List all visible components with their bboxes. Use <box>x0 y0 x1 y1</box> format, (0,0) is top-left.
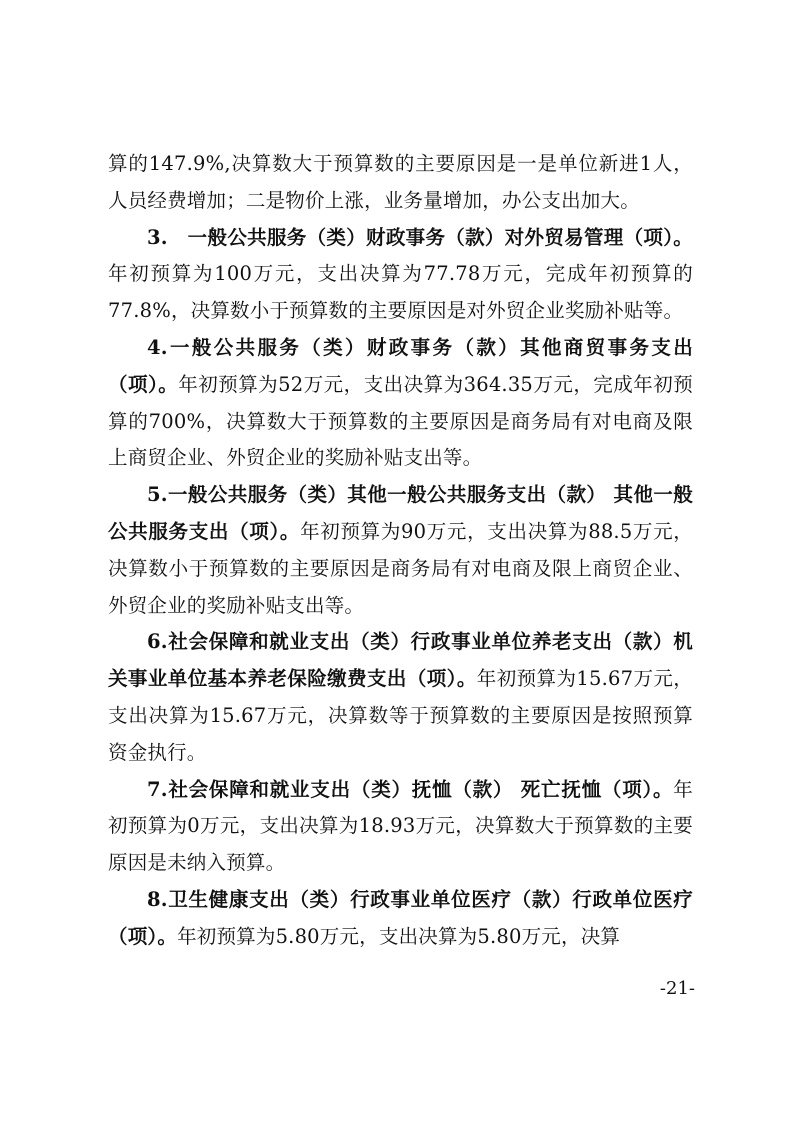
paragraph-heading: 4.一般公共服务（类）财政事务（款）其他商贸事务支出（项）。 <box>108 335 693 396</box>
paragraph-text: 年初预算为5.80万元，支出决算为5.80万元，决算 <box>177 924 621 948</box>
paragraph-item-6 <box>108 624 693 771</box>
paragraph-item-8 <box>108 882 693 956</box>
paragraph-heading: 7.社会保障和就业支出（类）抚恤（款） 死亡抚恤（项）。 <box>147 777 674 801</box>
paragraph-heading: 8.卫生健康支出（类）行政事业单位医疗（款）行政单位医疗（项）。 <box>108 887 693 948</box>
paragraph-item-5 <box>108 477 693 624</box>
paragraph-text: 年初预算为90万元，支出决算为88.5万元，决算数小于预算数的主要原因是商务局有对电商及限上商贸企业、外贸企业的奖励补贴支出等。 <box>108 519 693 617</box>
paragraph-item-4 <box>108 330 693 477</box>
paragraph-heading: 6.社会保障和就业支出（类）行政事业单位养老支出（款）机关事业单位基本养老保险缴费支出（项）。 <box>108 630 693 691</box>
paragraph-text: 算的147.9%,决算数大于预算数的主要原因是一是单位新进1人，人员经费增加；二是物价上涨，业务量增加，办公支出加大。 <box>108 152 693 212</box>
paragraph-item-7 <box>108 772 693 882</box>
paragraph-text: 年初预算为15.67万元，支出决算为15.67万元，决算数等于预算数的主要原因是按照预算资金执行。 <box>108 667 693 764</box>
document-body <box>108 146 693 956</box>
paragraph-text: 年初预算为52万元，支出决算为364.35万元，完成年初预算的700%，决算数大于预算数的主要原因是商务局有对电商及限上商贸企业、外贸企业的奖励补贴支出等。 <box>108 372 693 470</box>
paragraph-continuation <box>108 146 693 220</box>
page-number: -21- <box>659 978 695 999</box>
paragraph-item-3 <box>108 220 693 330</box>
paragraph-heading: 5.一般公共服务（类）其他一般公共服务支出（款） 其他一般公共服务支出（项）。 <box>108 483 693 543</box>
paragraph-text: 年初预算为100万元，支出决算为77.78万元，完成年初预算的77.8%，决算数小于预算数的主要原因是对外贸企业奖励补贴等。 <box>108 262 693 323</box>
paragraph-heading: 3. 一般公共服务（类）财政事务（款）对外贸易管理（项）。 <box>147 225 693 249</box>
paragraph-text: 年初预算为0万元，支出决算为18.93万元，决算数大于预算数的主要原因是未纳入预算。 <box>108 777 693 875</box>
